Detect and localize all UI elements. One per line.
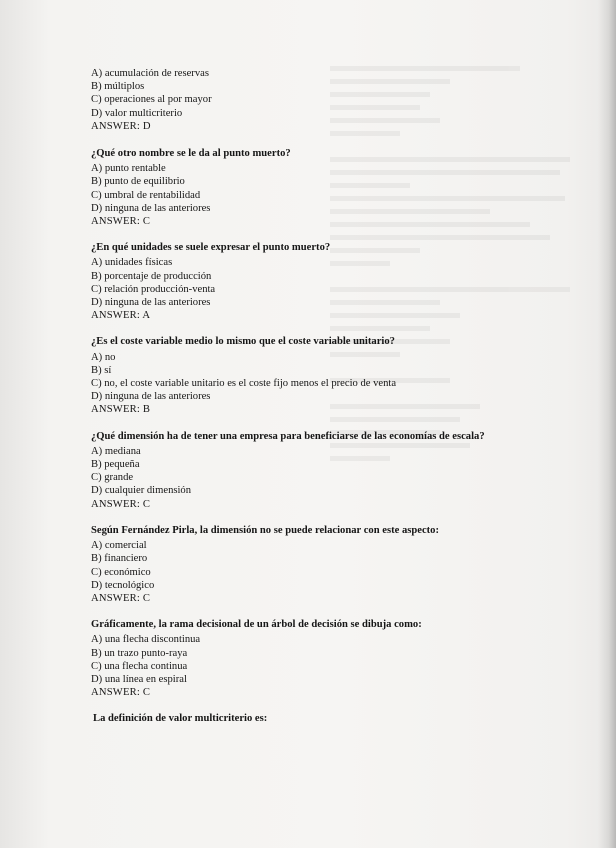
option: B) sí: [91, 364, 112, 376]
option: A) unidades físicas: [91, 257, 173, 269]
option: C) umbral de rentabilidad: [91, 189, 201, 201]
answer: ANSWER: B: [91, 404, 151, 416]
option: D) ninguna de las anteriores: [91, 202, 211, 214]
option: D) una línea en espiral: [91, 673, 187, 685]
option: C) no, el coste variable unitario es el coste fijo menos el precio de venta: [91, 378, 397, 390]
option: C) una flecha continua: [91, 660, 188, 672]
exam-content: [91, 67, 521, 728]
answer: ANSWER: C: [91, 216, 151, 228]
page-edge-shadow: [598, 0, 616, 848]
question-block: [91, 147, 521, 228]
answer: ANSWER: D: [91, 120, 151, 132]
option: C) operaciones al por mayor: [91, 94, 212, 106]
answer: ANSWER: A: [91, 310, 151, 322]
option: D) ninguna de las anteriores: [91, 297, 211, 309]
question-text: ¿Es el coste variable medio lo mismo que el coste variable unitario?: [91, 336, 395, 348]
previous-question-tail: [91, 67, 521, 133]
option: D) tecnológico: [91, 579, 155, 591]
question-block: [91, 524, 521, 605]
option: A) una flecha discontinua: [91, 634, 201, 646]
question-block: [91, 335, 521, 416]
option: C) relación producción-venta: [91, 283, 216, 295]
question-text: Gráficamente, la rama decisional de un árbol de decisión se dibuja como:: [91, 619, 422, 631]
option: B) financiero: [91, 553, 148, 565]
option: A) comercial: [91, 540, 147, 552]
question-block: [91, 241, 521, 322]
answer: ANSWER: C: [91, 592, 151, 604]
option: B) un trazo punto-raya: [91, 647, 188, 659]
option: A) punto rentable: [91, 163, 166, 175]
option: D) valor multicriterio: [91, 107, 183, 119]
option: B) punto de equilibrio: [91, 176, 185, 188]
answer: ANSWER: C: [91, 687, 151, 699]
option: C) económico: [91, 566, 151, 578]
answer: ANSWER: C: [91, 498, 151, 510]
question-text: Según Fernández Pirla, la dimensión no se puede relacionar con este aspecto:: [91, 524, 440, 536]
option: D) ninguna de las anteriores: [91, 391, 211, 403]
option: C) grande: [91, 472, 134, 484]
question-block: [91, 618, 521, 699]
question-text: ¿Qué otro nombre se le da al punto muerto?: [91, 148, 291, 160]
option: D) cualquier dimensión: [91, 485, 192, 497]
question-block: [91, 430, 521, 511]
option: B) porcentaje de producción: [91, 270, 212, 282]
option: B) pequeña: [91, 459, 140, 471]
question-text: ¿Qué dimensión ha de tener una empresa para beneficiarse de las economías de escala?: [91, 430, 485, 442]
option: A) acumulación de reservas: [91, 68, 209, 79]
option: A) mediana: [91, 445, 141, 457]
option: B) múltiplos: [91, 81, 145, 93]
option: A) no: [91, 351, 116, 363]
question-text: ¿En qué unidades se suele expresar el punto muerto?: [91, 242, 331, 254]
question-text: La definición de valor multicriterio es:: [93, 713, 268, 725]
